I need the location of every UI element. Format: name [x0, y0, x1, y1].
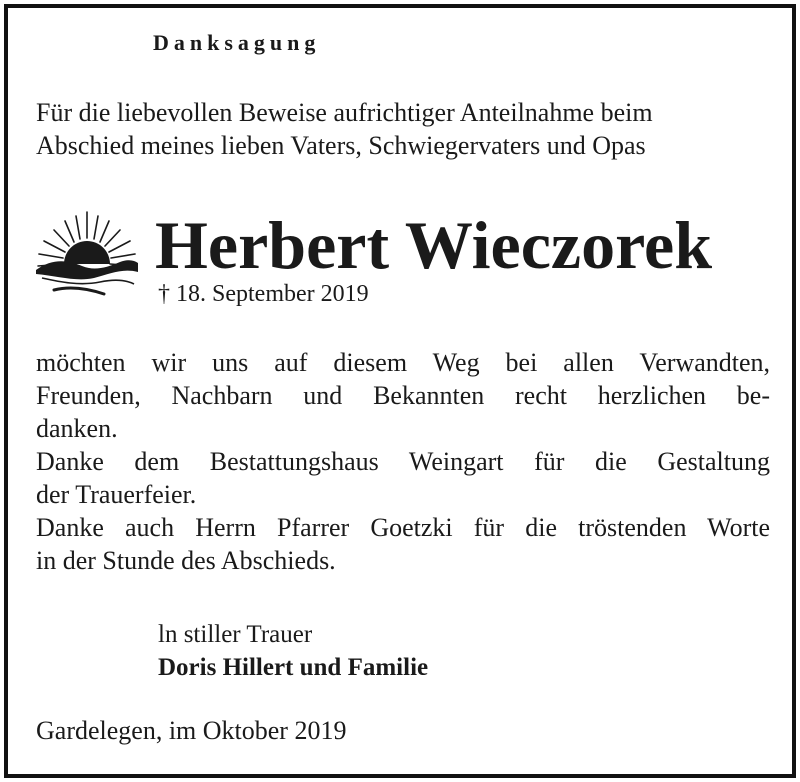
closing-block	[158, 618, 428, 684]
intro-line: Für die liebevollen Beweise aufrichtiger Anteilnahme beim	[36, 98, 653, 127]
body-line: Danke dem Bestattungshaus Weingart für die Gestaltung	[36, 447, 770, 476]
body-line: möchten wir uns auf diesem Weg bei allen Verwandten,	[36, 348, 770, 377]
place-date: Gardelegen, im Oktober 2019	[36, 716, 347, 745]
body-text	[36, 346, 770, 577]
closing-phrase: ln stiller Trauer	[158, 621, 313, 648]
sunset-over-hills-icon	[34, 208, 140, 298]
death-date: † 18. September 2019	[158, 281, 369, 307]
body-line: danken.	[36, 414, 118, 443]
deceased-name: Herbert Wieczorek	[155, 207, 713, 283]
notice-heading: Danksagung	[153, 30, 321, 55]
intro-text	[36, 96, 772, 162]
body-line: Danke auch Herrn Pfarrer Goetzki für die tröstenden Worte	[36, 513, 770, 542]
body-line: der Trauerfeier.	[36, 480, 197, 509]
body-line: in der Stunde des Abschieds.	[36, 546, 336, 575]
intro-line: Abschied meines lieben Vaters, Schwiegervaters und Opas	[36, 131, 646, 160]
signers: Doris Hillert und Familie	[158, 654, 429, 681]
body-line: Freunden, Nachbarn und Bekannten recht herzlichen be-	[36, 381, 770, 410]
